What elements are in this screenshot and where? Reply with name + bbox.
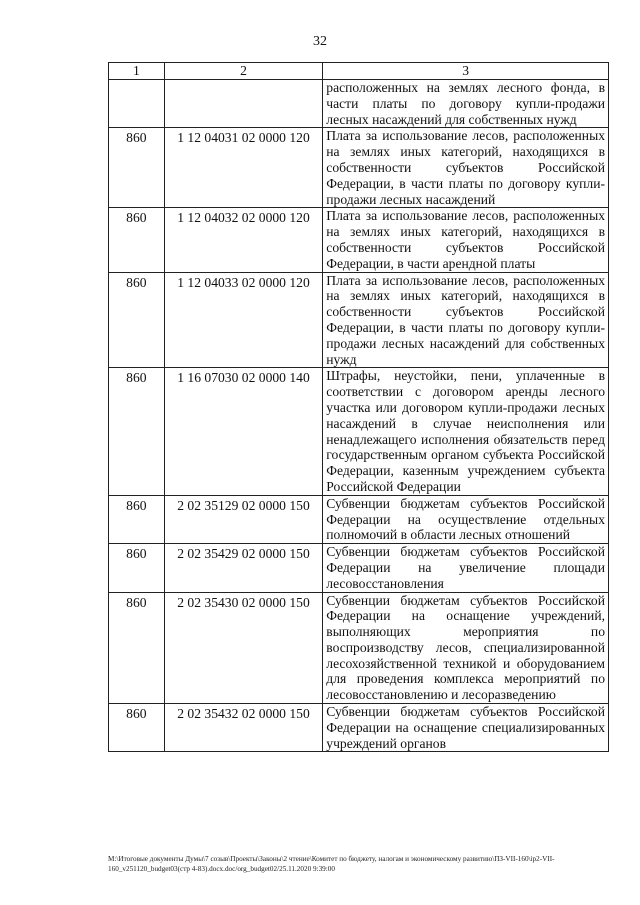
admin-code-cell: 860 <box>109 704 165 752</box>
table-row <box>109 128 609 208</box>
admin-code-cell: 860 <box>109 495 165 543</box>
description-cell: Субвенции бюджетам субъектов Российской Федерации на оснащение специализированных учреждений органов <box>323 704 609 752</box>
table-row <box>109 272 609 368</box>
description-cell: расположенных на землях лесного фонда, в части платы по договору купли-продажи лесных насаждений для собственных нужд <box>323 80 609 128</box>
description-cell: Субвенции бюджетам субъектов Российской Федерации на увеличение площади лесовосстановления <box>323 544 609 592</box>
admin-code-cell: 860 <box>109 272 165 368</box>
table-row <box>109 368 609 495</box>
table-row <box>109 704 609 752</box>
table-row <box>109 80 609 128</box>
table-row <box>109 544 609 592</box>
admin-code-cell: 860 <box>109 208 165 272</box>
budget-code-cell: 2 02 35429 02 0000 150 <box>164 544 323 592</box>
table-row <box>109 495 609 543</box>
column-header-2: 2 <box>164 63 323 80</box>
budget-codes-table <box>108 62 609 752</box>
budget-code-cell: 2 02 35129 02 0000 150 <box>164 495 323 543</box>
budget-code-cell: 2 02 35430 02 0000 150 <box>164 592 323 704</box>
description-cell: Субвенции бюджетам субъектов Российской Федерации на осуществление отдельных полномочий в области лесных отношений <box>323 495 609 543</box>
table-row <box>109 592 609 704</box>
description-cell: Плата за использование лесов, расположенных на землях иных категорий, находящихся в собственности субъектов Российской Федерации, в части платы по договору купли-продажи лесных насаждений <box>323 128 609 208</box>
description-cell: Субвенции бюджетам субъектов Российской Федерации на оснащение учреждений, выполняющих мероприятия по воспроизводству лесов, специализированной лесохозяйственной техникой и оборудованием для проведения комплекса мероприятий по лесовосстановлению и лесоразведению <box>323 592 609 704</box>
admin-code-cell: 860 <box>109 128 165 208</box>
description-cell: Плата за использование лесов, расположенных на землях иных категорий, находящихся в собственности субъектов Российской Федерации, в части арендной платы <box>323 208 609 272</box>
admin-code-cell: 860 <box>109 368 165 495</box>
column-header-3: 3 <box>323 63 609 80</box>
document-path-footer: M:\Итоговые документы Думы\7 созыв\Проекты\Законы\2 чтение\Комитет по бюджету, налогам и экономическому развитию\ПЗ-VII-160\ip2-VII-160_v251120_budget03(стр 4-83).docx.doc/org_budget02/25.11.2020 9:39:00 <box>108 855 555 873</box>
budget-code-cell: 2 02 35432 02 0000 150 <box>164 704 323 752</box>
table-row <box>109 208 609 272</box>
admin-code-cell <box>109 80 165 128</box>
page-number: 32 <box>313 34 327 49</box>
description-cell: Плата за использование лесов, расположенных на землях иных категорий, находящихся в собственности субъектов Российской Федерации, в части платы по договору купли-продажи лесных насаждений для собственных нужд <box>323 272 609 368</box>
budget-code-cell: 1 12 04033 02 0000 120 <box>164 272 323 368</box>
description-cell: Штрафы, неустойки, пени, уплаченные в соответствии с договором аренды лесного участка или договором купли-продажи лесных насаждений в случае неисполнения или ненадлежащего исполнения обязательств перед государственным органом субъекта Российской Федерации, казенным учреждением субъекта Российской Федерации <box>323 368 609 495</box>
admin-code-cell: 860 <box>109 592 165 704</box>
table-header-row <box>109 63 609 80</box>
column-header-1: 1 <box>109 63 165 80</box>
admin-code-cell: 860 <box>109 544 165 592</box>
budget-code-cell <box>164 80 323 128</box>
budget-code-cell: 1 12 04031 02 0000 120 <box>164 128 323 208</box>
budget-code-cell: 1 12 04032 02 0000 120 <box>164 208 323 272</box>
budget-code-cell: 1 16 07030 02 0000 140 <box>164 368 323 495</box>
